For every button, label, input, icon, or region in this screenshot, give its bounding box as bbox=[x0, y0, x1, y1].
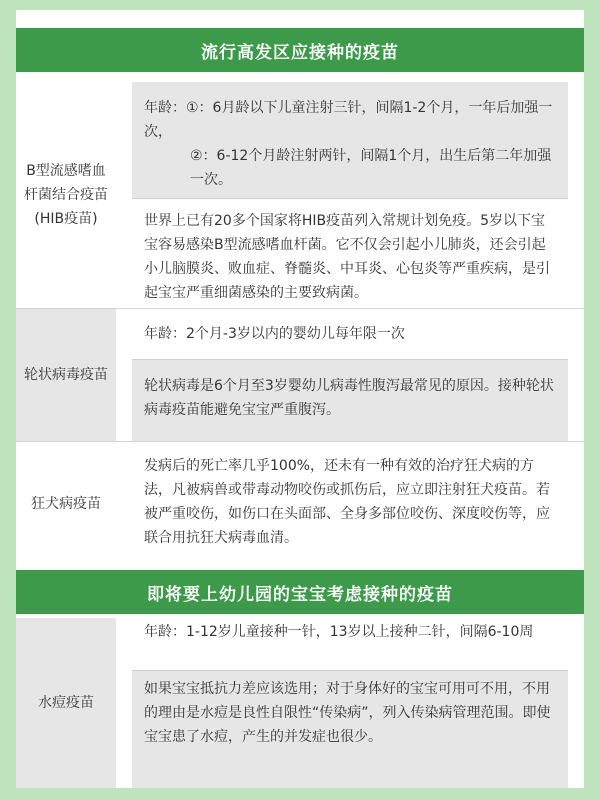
vaccine-label-varicella: 水痘疫苗 bbox=[16, 618, 116, 788]
vaccine-label-rotavirus: 轮状病毒疫苗 bbox=[16, 309, 116, 441]
vaccine-sheet bbox=[16, 10, 584, 788]
vaccine-label-hib-text: B型流感嗜血杆菌结合疫苗(HIB疫苗) bbox=[24, 163, 108, 227]
section-title-kindergarten: 即将要上幼儿园的宝宝考虑接种的疫苗 bbox=[16, 570, 584, 614]
hib-age-line1: 年龄：①：6月龄以下儿童注射三针，间隔1-2个月，一年后加强一次， bbox=[144, 100, 553, 140]
vaccine-label-rabies: 狂犬病疫苗 bbox=[16, 442, 116, 566]
varicella-age-cell: 年龄：1-12岁儿童接种一针，13岁以上接种二针，间隔6-10周 bbox=[132, 618, 568, 674]
rabies-desc-cell: 发病后的死亡率几乎100%，还未有一种有效的治疗狂犬病的方法，凡被病兽或带毒动物咬伤或抓伤后，应立即注射狂犬疫苗。若被严重咬伤，如伤口在头面部、全身多部位咬伤、深度咬伤等，应联合用抗狂犬病毒血清。 bbox=[132, 442, 568, 566]
hib-desc-cell: 世界上已有20多个国家将HIB疫苗列入常规计划免疫。5岁以下宝宝容易感染B型流感嗜血杆菌。它不仅会引起小儿肺炎，还会引起小儿脑膜炎、败血症、脊髓炎、中耳炎、心包炎等严重疾病，是引起宝宝严重细菌感染的主要致病菌。 bbox=[132, 199, 568, 308]
vaccine-label-hib bbox=[16, 82, 116, 308]
hib-age-line2: ②：6-12个月龄注射两针，间隔1个月，出生后第二年加强一次。 bbox=[190, 148, 552, 188]
rotavirus-age-cell: 年龄：2个月-3岁以内的婴幼儿每年限一次 bbox=[132, 309, 568, 359]
hib-age-cell bbox=[132, 82, 568, 198]
rotavirus-desc-cell: 轮状病毒是6个月至3岁婴幼儿病毒性腹泻最常见的原因。接种轮状病毒疫苗能避免宝宝严重腹泻。 bbox=[132, 360, 568, 441]
varicella-desc-cell: 如果宝宝抵抗力差应该选用；对于身体好的宝宝可用可不用，不用的理由是水痘是良性自限性“传染病”，列入传染病管理范围。即使宝宝患了水痘，产生的并发症也很少。 bbox=[132, 671, 568, 788]
section-title-epidemic: 流行高发区应接种的疫苗 bbox=[16, 28, 584, 72]
